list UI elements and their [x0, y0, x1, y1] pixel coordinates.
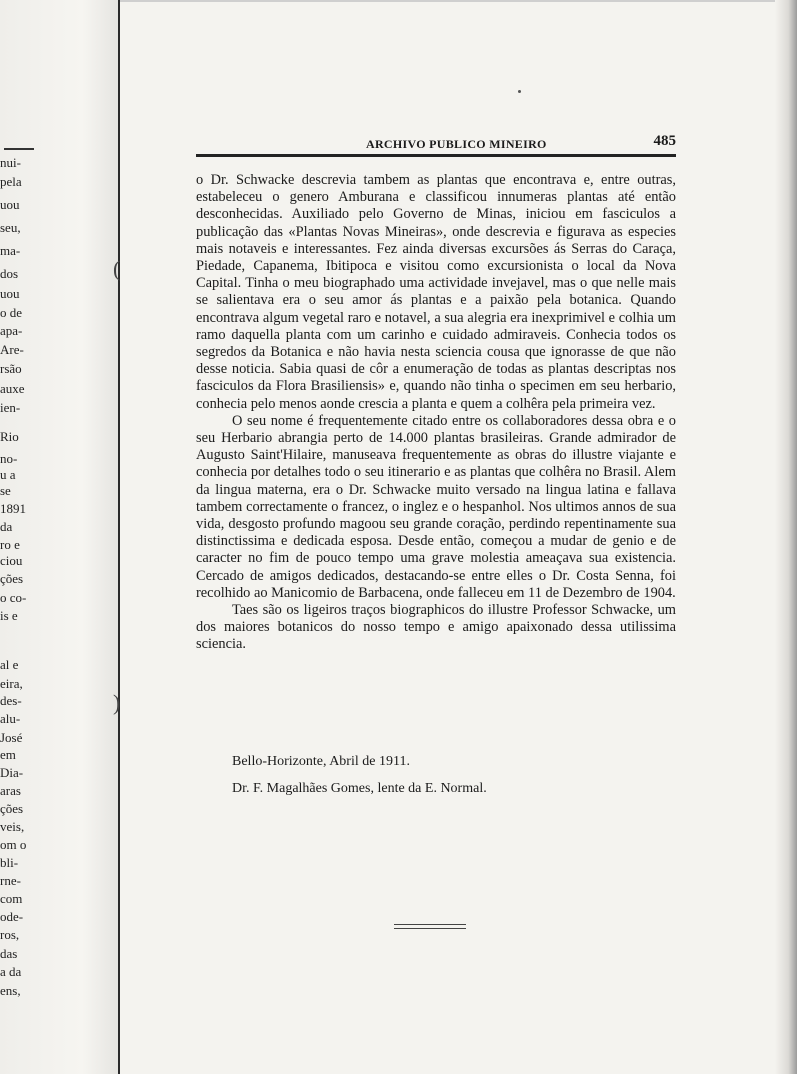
facing-page-fragment: das [0, 946, 18, 961]
facing-page-fragment: José [0, 730, 23, 745]
facing-page-fragment: uou [0, 197, 20, 212]
facing-page-fragment: da [0, 519, 13, 534]
facing-page-fragment: ro e [0, 537, 20, 552]
paragraph: Taes são os ligeiros traços biographicos do illustre Professor Schwacke, um dos maiores botanicos do nosso tempo e amigo apaixonado dessa utilissima sciencia. [196, 602, 676, 653]
facing-page-fragment: rsão [0, 361, 22, 376]
facing-page-fragment: ciou [0, 553, 23, 568]
facing-page-fragment: com [0, 891, 23, 906]
header-rule [196, 154, 676, 157]
paragraph: o Dr. Schwacke descrevia tambem as plantas que encontrava e, entre outras, estabeleceu o genero Amburana e classificou innumeras plantas até então desconhecidas. Auxiliado pelo Governo de Minas, iniciou em fasciculos a publicação das «Plantas Novas Mineiras», onde descrevia e figurava as especies mais notaveis e interessantes. Fez ainda diversas excursões ás Serras do Caraça, Piedade, Capanema, Ibitipoca e visitou como excursionista o local da Nova Capital. Tinha o meu biographado uma actividade invejavel, mas o que nelle mais se salientava era o seu amor ás plantas e a paixão pela botanica. Quando encontrava algum vegetal raro e notavel, a sua alegria era inexprimivel e colhia um ramo daquella planta com um carinho e cuidado admiraveis. Conhecia todos os segredos da Botanica e não havia nesta sciencia cousa que ignorasse de que não desse noticia. Sabia quasi de côr a enumeração de todas as plantas descriptas nos fasciculos da Flora Brasiliensis» e, quando não tinha o specimen em seu herbario, conhecia pelo menos aonde crescia a planta e quem a colhêra pela primeira vez. [196, 172, 676, 412]
facing-page-fragment: ções [0, 571, 24, 586]
facing-page-fragment: u a [0, 467, 16, 482]
facing-page-fragment: ma- [0, 243, 21, 258]
facing-page-fragment: pela [0, 174, 22, 189]
facing-page-fragment: seu, [0, 220, 21, 235]
facing-page-fragment: ens, [0, 983, 21, 998]
facing-page-fragment: apa- [0, 323, 23, 338]
speck [518, 90, 521, 93]
place-date: Bello-Horizonte, Abril de 1911. [232, 754, 410, 769]
facing-page-fragment: ções [0, 801, 24, 816]
facing-page-fragment: alu- [0, 711, 21, 726]
facing-page-fragment: om o [0, 837, 27, 852]
facing-page-fragment: 1891 [0, 501, 26, 516]
facing-page-fragment: Are- [0, 342, 24, 357]
facing-page-fragment: veis, [0, 819, 25, 834]
facing-page-fragment: bli- [0, 855, 19, 870]
running-header [196, 133, 676, 155]
author-signature: Dr. F. Magalhães Gomes, lente da E. Normal. [232, 781, 487, 796]
facing-page-fragment: auxe [0, 381, 25, 396]
facing-page-fragment: Rio [0, 429, 19, 444]
facing-page-fragment: nui- [0, 155, 21, 170]
facing-page-fragment: eira, [0, 676, 23, 691]
facing-page-fragment: aras [0, 783, 21, 798]
end-ornament-rule [394, 924, 466, 929]
margin-mark: ) [113, 690, 121, 715]
facing-page-fragment: al e [0, 657, 19, 672]
facing-page-fragment: em [0, 747, 16, 762]
page-gutter-shadow [775, 0, 797, 1074]
facing-page-fragment: o co- [0, 590, 27, 605]
page-number: 485 [653, 133, 676, 149]
facing-page-fragment: a da [0, 964, 22, 979]
facing-page-fragment: ien- [0, 400, 21, 415]
running-title: ARCHIVO PUBLICO MINEIRO [366, 137, 547, 151]
paragraph: O seu nome é frequentemente citado entre os collaboradores dessa obra e o seu Herbario abrangia perto de 14.000 plantas brasileiras. Grande admirador de Augusto Saint'Hilaire, manuseava frequentemente as obras do illustre viajante e conhecia por detalhes todo o seu itinerario e as plantas que colhêra no Brasil. Alem da lingua materna, era o Dr. Schwacke muito versado na lingua latina e fallava tambem correctamente o francez, o inglez e o hespanhol. Nos ultimos annos de sua vida, desgosto profundo magoou seu grande coração, perdindo repentinamente sua distinctissima e dedicada esposa. Desde então, começou a mudar de genio e de caracter no fim de pouco tempo uma grave molestia ameaçava sua existencia. Cercado de amigos dedicados, destacando-se entre elles o Dr. Costa Senna, foi recolhido ao Manicomio de Barbacena, onde falleceu em 11 de Dezembro de 1904. [196, 412, 676, 601]
facing-page-fragment: rne- [0, 873, 21, 888]
facing-page-fragment: is e [0, 608, 18, 623]
facing-page-fragment: ros, [0, 927, 20, 942]
facing-page-fragment: ode- [0, 909, 24, 924]
body-text [196, 172, 676, 654]
facing-page-fragment: uou [0, 286, 20, 301]
facing-page-rule [4, 148, 34, 150]
facing-page-fragment: Dia- [0, 765, 24, 780]
facing-page-fragment: des- [0, 693, 22, 708]
facing-page-fragment: o de [0, 305, 23, 320]
facing-page-fragment: dos [0, 266, 19, 281]
margin-mark: ( [113, 256, 121, 281]
facing-page-fragment: no- [0, 451, 18, 466]
facing-page-fragment: se [0, 483, 11, 498]
